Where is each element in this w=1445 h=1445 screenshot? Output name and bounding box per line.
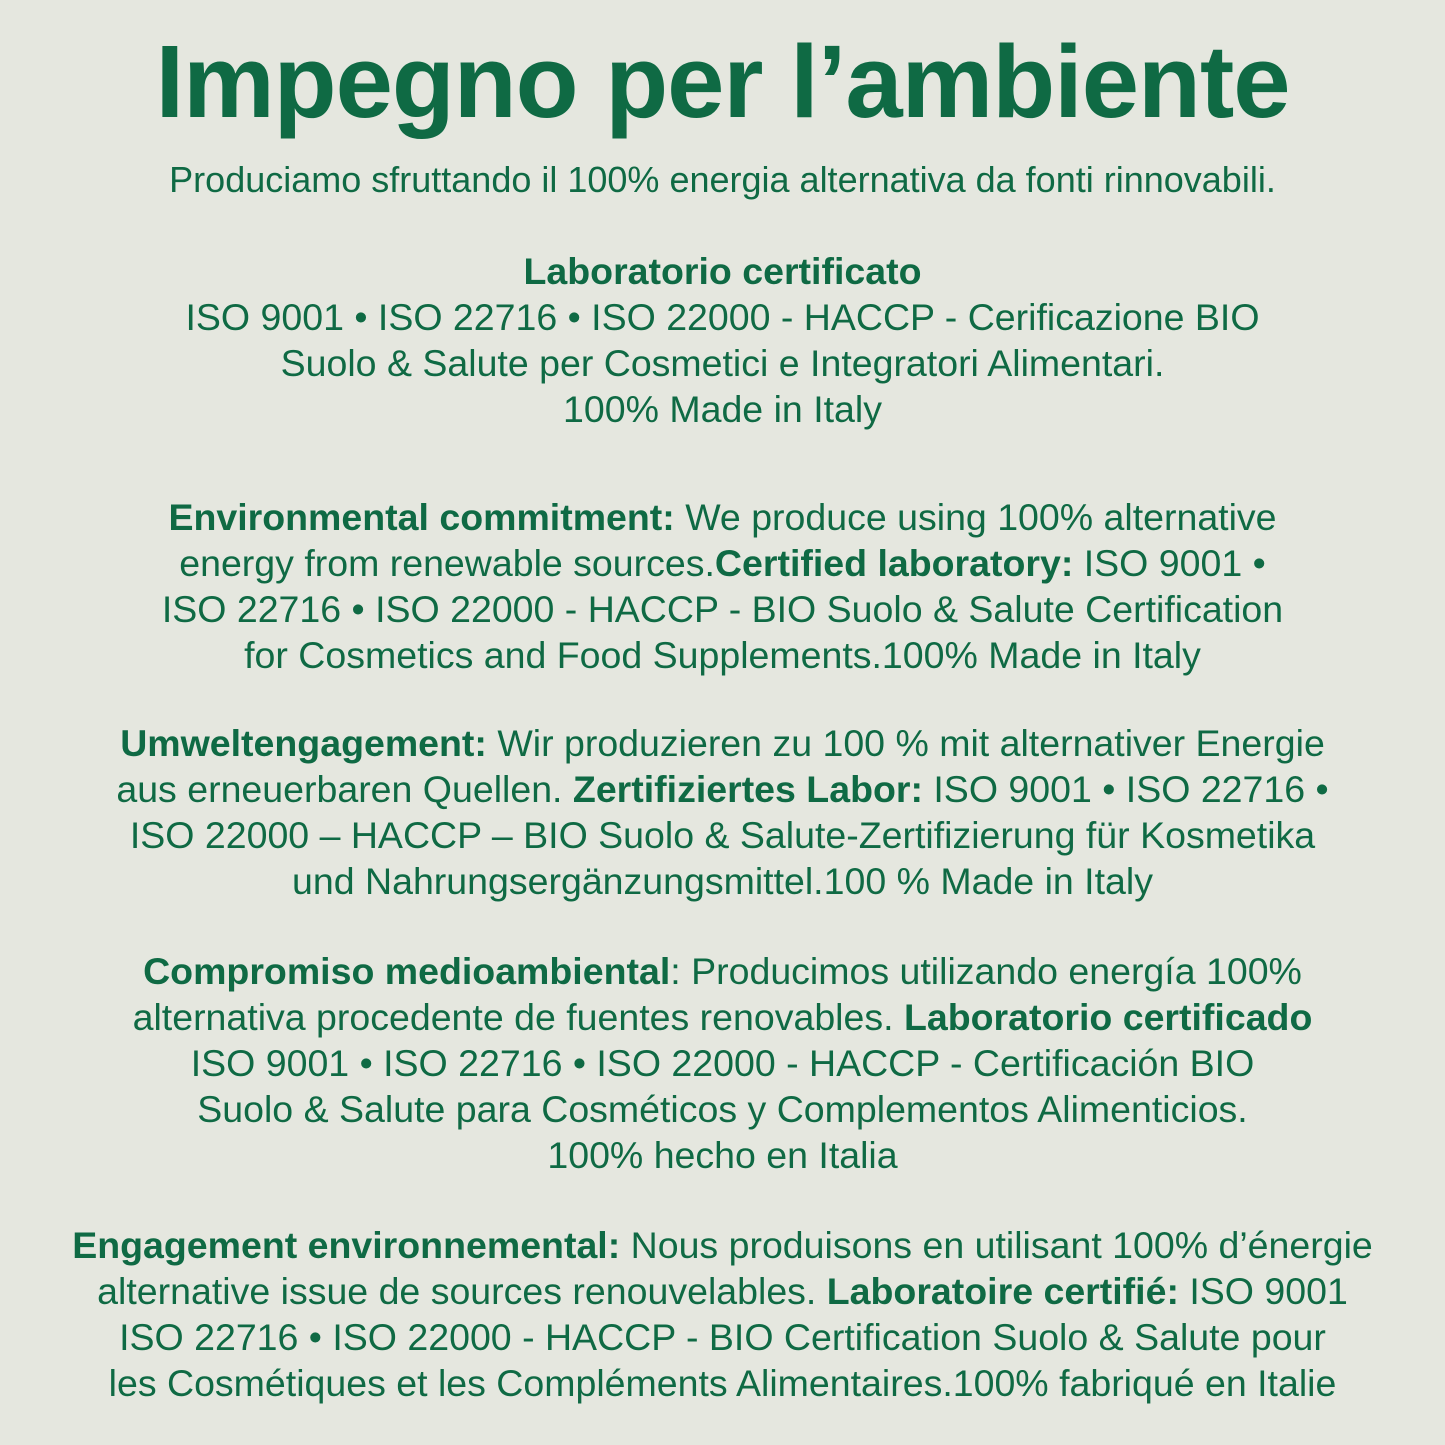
english-cert-heading: Certified laboratory: <box>714 542 1074 584</box>
english-line-4: for Cosmetics and Food Supplements.100% Made in Italy <box>244 634 1201 676</box>
spanish-line-1: Compromiso medioambiental: Producimos utilizando energía 100% <box>143 950 1302 992</box>
italian-cert-heading: Laboratorio certificato <box>523 250 922 292</box>
italian-cert-line-1: ISO 9001 • ISO 22716 • ISO 22000 - HACCP - Cerificazione BIO <box>185 296 1260 338</box>
english-line-3: ISO 22716 • ISO 22000 - HACCP - BIO Suolo & Salute Certification <box>161 588 1284 630</box>
german-cert-heading: Zertifiziertes Labor: <box>572 768 923 810</box>
german-section <box>0 720 1445 904</box>
french-line-2: alternative issue de sources renouvelables. Laboratoire certifié: ISO 9001 <box>97 1270 1348 1312</box>
french-line-1: Engagement environnemental: Nous produisons en utilisant 100% d’énergie <box>72 1224 1373 1266</box>
german-line-1: Umweltengagement: Wir produzieren zu 100 % mit alternativer Energie <box>120 722 1325 764</box>
italian-certification-section <box>0 248 1445 432</box>
italian-cert-line-3: 100% Made in Italy <box>563 388 882 430</box>
spanish-section <box>0 948 1445 1178</box>
french-line-4: les Cosmétiques et les Compléments Alimentaires.100% fabriqué en Italie <box>108 1362 1337 1404</box>
french-section <box>0 1222 1445 1406</box>
english-line-2: energy from renewable sources.Certified laboratory: ISO 9001 • <box>179 542 1266 584</box>
german-heading: Umweltengagement: <box>120 722 487 764</box>
spanish-cert-heading: Laboratorio certificado <box>903 996 1313 1038</box>
spanish-line-5: 100% hecho en Italia <box>547 1134 898 1176</box>
german-line-2: aus erneuerbaren Quellen. Zertifiziertes Labor: ISO 9001 • ISO 22716 • <box>116 768 1329 810</box>
italian-cert-line-2: Suolo & Salute per Cosmetici e Integratori Alimentari. <box>280 342 1165 384</box>
english-heading: Environmental commitment: <box>168 496 675 538</box>
english-section <box>0 494 1445 678</box>
spanish-line-3: ISO 9001 • ISO 22716 • ISO 22000 - HACCP - Certificación BIO <box>190 1042 1255 1084</box>
intro-text: Produciamo sfruttando il 100% energia alternativa da fonti rinnovabili. <box>169 159 1276 200</box>
german-line-4: und Nahrungsergänzungsmittel.100 % Made in Italy <box>292 860 1153 902</box>
german-line-3: ISO 22000 – HACCP – BIO Suolo & Salute-Zertifizierung für Kosmetika <box>129 814 1316 856</box>
spanish-line-4: Suolo & Salute para Cosméticos y Complementos Alimenticios. <box>197 1088 1248 1130</box>
spanish-heading: Compromiso medioambiental <box>143 950 671 992</box>
page-title: Impegno per l’ambiente <box>155 24 1290 139</box>
french-cert-heading: Laboratoire certifié: <box>826 1270 1179 1312</box>
english-line-1: Environmental commitment: We produce using 100% alternative <box>168 496 1277 538</box>
french-heading: Engagement environnemental: <box>72 1224 621 1266</box>
french-line-3: ISO 22716 • ISO 22000 - HACCP - BIO Certification Suolo & Salute pour <box>119 1316 1326 1358</box>
spanish-line-2: alternativa procedente de fuentes renovables. Laboratorio certificado <box>132 996 1313 1038</box>
